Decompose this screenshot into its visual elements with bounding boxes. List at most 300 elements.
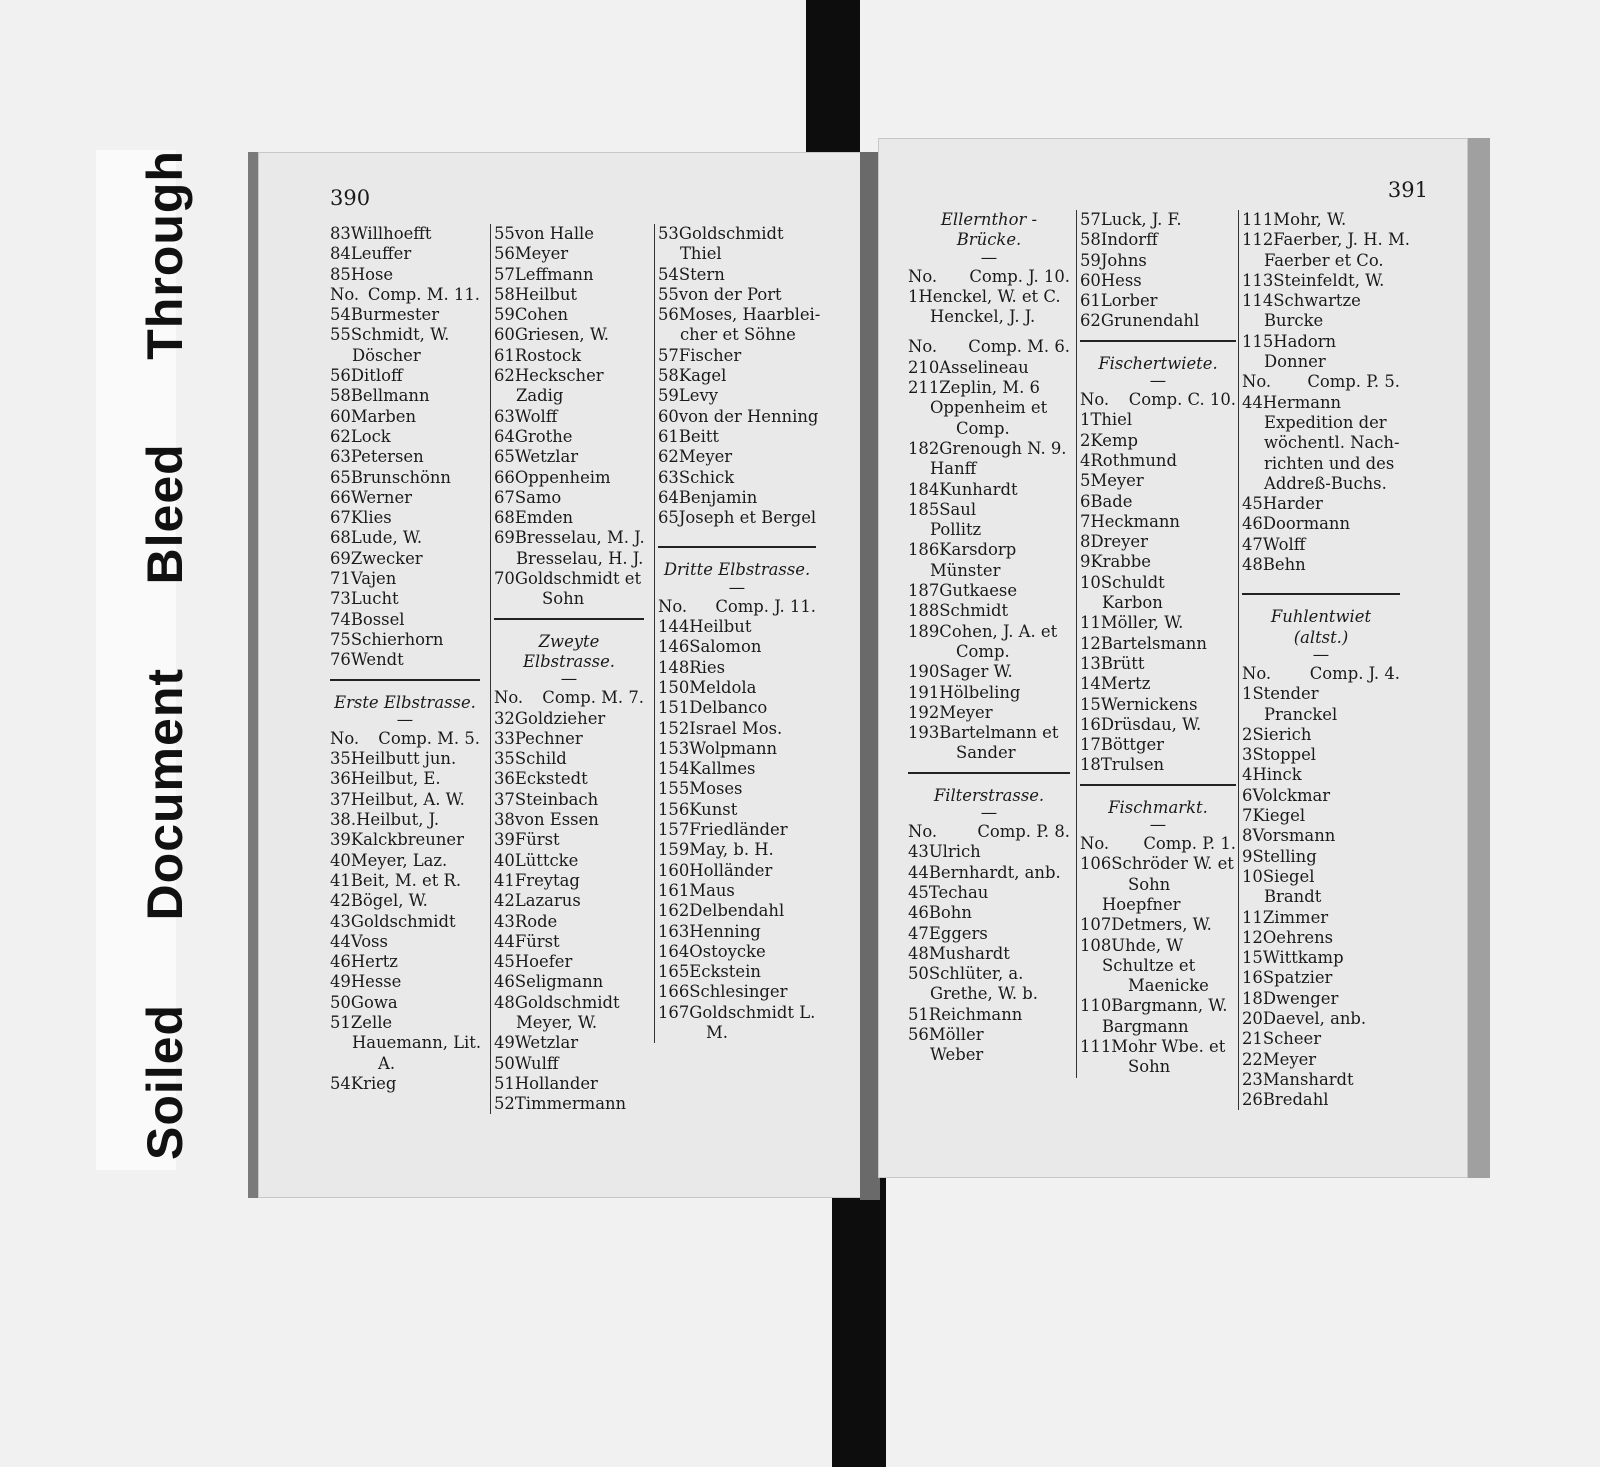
house-number: 68 <box>494 508 515 528</box>
resident-name: Gowa <box>350 992 398 1012</box>
resident-name: Spatzier <box>1262 968 1333 988</box>
resident-name: Meyer <box>1262 1049 1317 1069</box>
company-code: Comp. J. 4. <box>1309 663 1400 683</box>
house-number: 18 <box>1242 988 1263 1008</box>
resident-name: Sierich <box>1252 724 1312 744</box>
house-number: 50 <box>494 1053 515 1073</box>
directory-entry <box>494 285 644 305</box>
house-number: 36 <box>330 769 351 789</box>
resident-name: Bohn <box>928 903 972 923</box>
directory-entry <box>1080 915 1236 935</box>
resident-name: Dreyer <box>1090 532 1148 552</box>
house-number: 49 <box>494 1033 515 1053</box>
house-number: 22 <box>1242 1049 1263 1069</box>
entry-continuation: Pollitz <box>930 520 982 540</box>
resident-name: Zelle <box>350 1012 393 1032</box>
banner-word-2: Document <box>137 667 193 921</box>
resident-name: Kemp <box>1090 430 1138 450</box>
resident-name: Moses <box>689 779 743 799</box>
directory-entry <box>330 790 480 810</box>
directory-entry <box>1080 654 1236 674</box>
house-number: 73 <box>330 589 351 609</box>
house-number: 111 <box>1080 1036 1112 1056</box>
house-number: 56 <box>330 366 351 386</box>
resident-name: Schuldt <box>1100 572 1165 592</box>
directory-entry <box>908 439 1070 459</box>
directory-entry <box>908 358 1070 378</box>
resident-name: Trulsen <box>1100 755 1165 775</box>
resident-name: Marben <box>350 406 416 426</box>
house-number: 115 <box>1242 331 1274 351</box>
directory-entry <box>330 528 480 548</box>
resident-name: Schick <box>678 467 735 487</box>
house-number: 62 <box>658 447 679 467</box>
resident-name: Goldschmidt <box>678 224 784 243</box>
right-page-number: 391 <box>1387 178 1428 202</box>
resident-name: Leuffer <box>350 244 412 264</box>
resident-name: Stern <box>678 264 725 284</box>
directory-entry <box>1242 867 1400 887</box>
directory-entry <box>908 581 1070 601</box>
directory-entry <box>1242 745 1400 765</box>
resident-name: Hertz <box>350 952 398 972</box>
directory-entry <box>494 769 644 789</box>
company-no-label: No. <box>494 688 524 708</box>
house-number: 188 <box>908 601 940 621</box>
resident-name: Cohen <box>514 305 569 325</box>
resident-name: Cohen, J. A. et <box>939 621 1058 641</box>
resident-name: Klies <box>350 508 392 528</box>
house-number: 12 <box>1242 927 1263 947</box>
resident-name: Hermann <box>1262 392 1342 412</box>
resident-name: Behn <box>1262 555 1306 575</box>
resident-name: Bredahl <box>1262 1090 1329 1110</box>
directory-entry <box>658 698 816 718</box>
directory-entry <box>494 1033 644 1053</box>
company-code: Comp. M. 6. <box>968 337 1070 357</box>
house-number: 52 <box>494 1094 515 1114</box>
directory-entry <box>908 662 1070 682</box>
house-number: 69 <box>330 548 351 568</box>
resident-name: Kallmes <box>689 759 756 779</box>
resident-name: Luck, J. F. <box>1100 210 1182 229</box>
directory-entry <box>494 427 644 447</box>
resident-name: Lock <box>350 426 391 446</box>
directory-entry <box>658 488 816 508</box>
house-number: 43 <box>908 842 929 862</box>
resident-name: Heilbutt jun. <box>350 749 457 769</box>
house-number: 182 <box>908 438 940 458</box>
entry-continuation: Thiel <box>680 244 722 264</box>
resident-name: Sager W. <box>939 662 1013 682</box>
directory-entry <box>658 779 816 799</box>
directory-entry <box>494 265 644 285</box>
house-number: 44 <box>908 862 929 882</box>
house-number: 71 <box>330 569 351 589</box>
company-header <box>1242 664 1400 684</box>
resident-name: Stelling <box>1252 846 1317 866</box>
directory-entry <box>330 810 480 830</box>
resident-name: Bossel <box>350 609 405 629</box>
house-number: 144 <box>658 617 690 637</box>
house-number: 21 <box>1242 1029 1263 1049</box>
resident-name: Meyer <box>939 702 993 722</box>
resident-name: Brütt <box>1100 653 1145 673</box>
directory-entry <box>908 601 1070 621</box>
directory-entry <box>1242 271 1400 291</box>
directory-entry <box>908 863 1070 883</box>
directory-entry <box>658 447 816 467</box>
company-code: Comp. J. 10. <box>969 266 1070 286</box>
entry-continuation: cher et Söhne <box>680 325 796 345</box>
entry-continuation: Donner <box>1264 352 1326 372</box>
resident-name: Siegel <box>1262 866 1315 886</box>
company-header <box>330 285 480 305</box>
directory-entry <box>658 346 816 366</box>
left-column-3 <box>654 224 821 1043</box>
resident-name: Wolff <box>514 406 558 426</box>
house-number: 50 <box>330 992 351 1012</box>
section-rule <box>1242 593 1400 607</box>
resident-name: Volckmar <box>1252 785 1331 805</box>
resident-name: Saul <box>939 499 977 519</box>
directory-entry <box>658 800 816 820</box>
directory-entry <box>494 508 644 528</box>
resident-name: Lorber <box>1100 291 1158 311</box>
resident-name: Emden <box>514 508 574 528</box>
resident-name: Lude, W. <box>350 528 423 548</box>
left-page <box>248 152 872 1198</box>
entry-continuation: Hanff <box>930 459 977 479</box>
resident-name: Levy <box>678 386 718 406</box>
resident-name: Rostock <box>514 345 582 365</box>
house-number: 56 <box>658 305 679 325</box>
entry-continuation: wöchentl. Nach- <box>1264 433 1400 453</box>
house-number: 60 <box>330 406 351 426</box>
company-no-label: No. <box>908 337 938 357</box>
directory-entry <box>494 1094 644 1114</box>
house-number: 46 <box>330 952 351 972</box>
directory-entry <box>330 244 480 264</box>
resident-name: Griesen, W. <box>514 325 610 345</box>
directory-entry <box>658 881 816 901</box>
directory-entry <box>908 1005 1070 1025</box>
house-number: 162 <box>658 901 690 921</box>
resident-name: Lazarus <box>514 891 581 911</box>
resident-name: Eckstedt <box>514 769 588 789</box>
house-number: 65 <box>658 508 679 528</box>
house-number: 43 <box>330 911 351 931</box>
street-heading: Fischertwiete. <box>1098 353 1218 373</box>
resident-name: Möller <box>928 1024 984 1044</box>
resident-name: Henning <box>689 921 761 941</box>
house-number: 48 <box>1242 555 1263 575</box>
resident-name: Seligmann <box>514 972 604 992</box>
company-header <box>658 597 816 617</box>
house-number: 8 <box>1242 826 1253 846</box>
company-header <box>1242 372 1400 392</box>
resident-name: Friedländer <box>689 820 788 840</box>
directory-entry <box>494 952 644 972</box>
entry-continuation: Sander <box>956 743 1016 763</box>
entry-continuation: A. <box>378 1053 396 1073</box>
directory-entry <box>1080 471 1236 491</box>
resident-name: Hose <box>350 264 394 284</box>
house-number: 16 <box>1080 714 1101 734</box>
company-code: Comp. M. 11. <box>367 284 480 304</box>
house-number: 56 <box>908 1024 929 1044</box>
directory-entry <box>908 480 1070 500</box>
directory-entry <box>330 488 480 508</box>
book-gutter <box>860 152 880 1200</box>
house-number: 210 <box>908 357 940 377</box>
directory-entry <box>658 820 816 840</box>
directory-entry <box>1242 494 1400 514</box>
directory-entry <box>1242 989 1400 1009</box>
house-number: 55 <box>658 284 679 304</box>
resident-name: Meyer, Laz. <box>350 850 448 870</box>
resident-name: Wulff <box>514 1053 559 1073</box>
resident-name: Ries <box>689 657 725 677</box>
house-number: 186 <box>908 540 940 560</box>
house-number: 15 <box>1242 948 1263 968</box>
entry-continuation: Meyer, W. <box>516 1012 598 1032</box>
resident-name: Rode <box>514 911 558 931</box>
directory-entry <box>330 1074 480 1094</box>
directory-entry <box>330 589 480 609</box>
resident-name: Manshardt <box>1262 1069 1354 1089</box>
house-number: 165 <box>658 962 690 982</box>
house-number: 57 <box>658 345 679 365</box>
directory-entry <box>1080 755 1236 775</box>
resident-name: Delbanco <box>689 698 768 718</box>
resident-name: Willhoefft <box>350 224 432 243</box>
directory-entry <box>1080 532 1236 552</box>
directory-entry <box>1242 230 1410 250</box>
house-number: 74 <box>330 609 351 629</box>
house-number: 39 <box>330 830 351 850</box>
house-number: 62 <box>330 426 351 446</box>
company-no-label: No. <box>1242 663 1272 683</box>
resident-name: Harder <box>1262 494 1323 514</box>
entry-continuation: Sohn <box>1128 874 1171 894</box>
resident-name: Lüttcke <box>514 850 579 870</box>
house-number: 23 <box>1242 1069 1263 1089</box>
resident-name: Oehrens <box>1262 927 1334 947</box>
resident-name: Grothe <box>514 426 573 446</box>
house-number: 63 <box>330 447 351 467</box>
directory-entry <box>908 287 1070 307</box>
directory-entry <box>330 630 480 650</box>
directory-entry <box>908 540 1070 560</box>
resident-name: Techau <box>928 882 989 902</box>
house-number: 36 <box>494 769 515 789</box>
directory-entry <box>1242 210 1400 230</box>
directory-entry <box>1080 552 1236 572</box>
house-number: 38 <box>494 810 515 830</box>
house-number: 85 <box>330 264 351 284</box>
directory-entry <box>1242 555 1400 575</box>
directory-entry <box>1080 854 1236 874</box>
directory-entry <box>908 500 1070 520</box>
company-no-label: No. <box>1242 372 1272 392</box>
resident-name: Kunst <box>689 799 738 819</box>
house-number: 114 <box>1242 291 1274 311</box>
directory-entry <box>908 883 1070 903</box>
directory-entry <box>494 325 644 345</box>
house-number: 59 <box>1080 250 1101 270</box>
directory-entry <box>494 244 644 264</box>
company-code: Comp. P. 1. <box>1143 834 1236 854</box>
directory-entry <box>908 703 1070 723</box>
house-number: 69 <box>494 528 515 548</box>
directory-entry <box>1242 332 1400 352</box>
resident-name: Faerber, J. H. M. <box>1273 230 1410 250</box>
resident-name: von Halle <box>514 224 595 243</box>
resident-name: Kunhardt <box>939 479 1018 499</box>
resident-name: Kalckbreuner <box>350 830 464 850</box>
resident-name: Fischer <box>678 345 742 365</box>
directory-entry <box>494 709 644 729</box>
house-number: 166 <box>658 982 690 1002</box>
directory-entry <box>1242 684 1400 704</box>
directory-entry <box>1080 573 1236 593</box>
resident-name: Bögel, W. <box>350 891 428 911</box>
resident-name: Eckstein <box>689 962 761 982</box>
resident-name: Hesse <box>350 972 402 992</box>
directory-entry <box>1080 271 1236 291</box>
resident-name: Karsdorp <box>939 540 1017 560</box>
resident-name: Zimmer <box>1262 907 1329 927</box>
house-number: 108 <box>1080 935 1112 955</box>
directory-entry <box>330 993 480 1013</box>
directory-entry <box>494 932 644 952</box>
directory-entry <box>658 224 816 244</box>
resident-name: Steinbach <box>514 789 599 809</box>
house-number: 106 <box>1080 854 1112 874</box>
left-column-2 <box>490 224 644 1114</box>
entry-continuation: Pranckel <box>1264 704 1338 724</box>
directory-entry <box>1242 765 1400 785</box>
directory-entry <box>658 1003 816 1023</box>
entry-continuation: Oppenheim et <box>930 398 1048 418</box>
directory-entry <box>494 830 644 850</box>
resident-name: Dwenger <box>1262 988 1339 1008</box>
directory-entry <box>1242 514 1400 534</box>
house-number: 3 <box>1242 745 1253 765</box>
house-number: 49 <box>330 972 351 992</box>
resident-name: Grenough N. 9. <box>939 438 1067 458</box>
heading-dash: — <box>1149 371 1167 391</box>
directory-entry <box>658 508 816 528</box>
directory-entry <box>330 650 480 670</box>
entry-continuation: Addreß-Buchs. <box>1264 473 1387 493</box>
directory-entry <box>330 972 480 992</box>
resident-name: Fürst <box>514 830 560 850</box>
heading-dash: — <box>980 803 998 823</box>
directory-entry <box>1080 492 1236 512</box>
directory-entry <box>330 1013 480 1033</box>
directory-entry <box>1080 311 1236 331</box>
resident-name: Freytag <box>514 870 580 890</box>
directory-entry <box>330 366 480 386</box>
company-header <box>1080 834 1236 854</box>
resident-name: Burmester <box>350 305 440 325</box>
section-rule <box>908 772 1070 786</box>
house-number: 48 <box>908 943 929 963</box>
directory-entry <box>1080 230 1236 250</box>
house-number: 1 <box>1080 410 1091 430</box>
entry-continuation: Karbon <box>1102 593 1163 613</box>
house-number: 184 <box>908 479 940 499</box>
house-number: 66 <box>494 467 515 487</box>
section-rule <box>494 618 644 632</box>
resident-name: May, b. H. <box>689 840 774 860</box>
house-number: 44 <box>1242 392 1263 412</box>
house-number: 55 <box>494 224 515 243</box>
resident-name: Wolff <box>1262 534 1306 554</box>
resident-name: Hadorn <box>1273 331 1337 351</box>
directory-entry <box>1080 634 1236 654</box>
house-number: 18 <box>1080 755 1101 775</box>
directory-entry <box>330 468 480 488</box>
directory-entry <box>1080 936 1236 956</box>
entry-continuation: Hauemann, Lit. <box>352 1033 482 1053</box>
house-number: 48 <box>494 992 515 1012</box>
house-number: 156 <box>658 799 690 819</box>
house-number: 7 <box>1242 806 1253 826</box>
entry-continuation: Maenicke <box>1128 976 1209 996</box>
resident-name: Joseph et Bergel <box>678 508 817 528</box>
resident-name: Goldschmidt <box>514 992 620 1012</box>
directory-entry <box>658 366 816 386</box>
resident-name: Oppenheim <box>514 467 611 487</box>
directory-entry <box>330 749 480 769</box>
house-number: 154 <box>658 759 690 779</box>
resident-name: Beit, M. et R. <box>350 870 462 890</box>
house-number: 60 <box>1080 270 1101 290</box>
directory-entry <box>1242 291 1400 311</box>
resident-name: Schlüter, a. <box>928 964 1024 984</box>
directory-entry <box>908 683 1070 703</box>
company-no-label: No. <box>908 822 938 842</box>
resident-name: Hinck <box>1252 765 1302 785</box>
resident-name: Vorsmann <box>1252 826 1336 846</box>
left-page-number: 390 <box>330 186 371 210</box>
house-number: 42 <box>494 891 515 911</box>
resident-name: Heilbut <box>689 617 752 637</box>
house-number: 61 <box>1080 291 1101 311</box>
resident-name: Detmers, W. <box>1111 915 1212 935</box>
directory-entry <box>330 830 480 850</box>
resident-name: Johns <box>1100 250 1147 270</box>
directory-entry <box>908 723 1070 743</box>
resident-name: Goldschmidt L. <box>689 1002 816 1022</box>
directory-entry <box>1242 1070 1400 1090</box>
entry-continuation: Sohn <box>1128 1057 1171 1077</box>
resident-name: Drüsdau, W. <box>1100 714 1202 734</box>
resident-name: Zeplin, M. 6 <box>939 378 1040 398</box>
resident-name: Schierhorn <box>350 629 444 649</box>
directory-entry <box>1242 725 1400 745</box>
directory-entry <box>494 224 644 244</box>
directory-entry <box>494 488 644 508</box>
house-number: 50 <box>908 964 929 984</box>
house-number: 75 <box>330 629 351 649</box>
house-number: 56 <box>494 244 515 264</box>
resident-name: von der Port <box>678 284 782 304</box>
right-page <box>878 138 1490 1178</box>
